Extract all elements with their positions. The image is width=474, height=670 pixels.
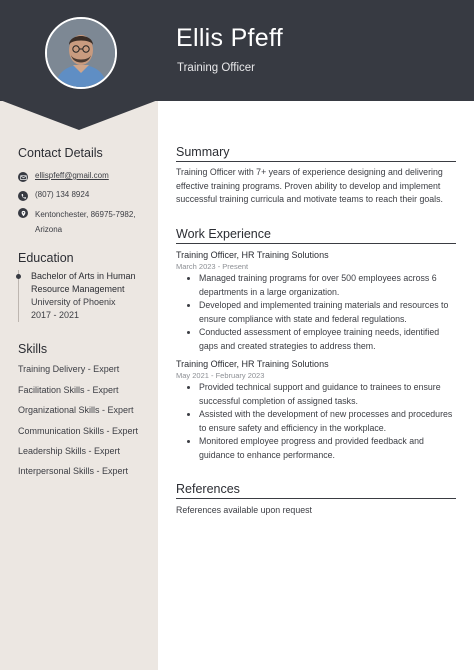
email-link[interactable]: ellispfeff@gmail.com: [35, 171, 109, 180]
references-divider: [176, 498, 456, 499]
contact-heading: Contact Details: [18, 146, 103, 160]
timeline-dot: [16, 274, 21, 279]
education-entry: [18, 270, 161, 322]
address-line-1: Kentonchester, 86975-7982,: [35, 210, 136, 219]
job-bullet: • Assisted with the development of new processes and procedures to ensure safety and efficiency in the workplace.: [199, 408, 467, 435]
job-dates: May 2021 - February 2023: [176, 371, 265, 380]
skill-item: Training Delivery - Expert: [18, 364, 120, 374]
experience-divider: [176, 243, 456, 244]
summary-line: Training Officer with 7+ years of experience designing and delivering: [176, 167, 443, 177]
references-text: References available upon request: [176, 505, 312, 515]
summary-text: [176, 166, 458, 207]
job-bullet: • Developed and implemented training materials and resources to ensure compliance with state and federal regulations.: [199, 299, 467, 326]
job-dates: March 2023 - Present: [176, 262, 249, 271]
skills-heading: Skills: [18, 342, 48, 356]
summary-divider: [176, 161, 456, 162]
skill-item: Communication Skills - Expert: [18, 426, 139, 436]
job-bullet: • Conducted assessment of employee training needs, identified gaps and created strategies to address them.: [199, 326, 467, 353]
envelope-icon: [18, 172, 28, 182]
education-heading: Education: [18, 251, 74, 265]
summary-line: successful training curricula and motivate teams to reach their goals.: [176, 194, 443, 204]
experience-heading: Work Experience: [176, 227, 271, 241]
degree-line-2: Resource Management: [31, 284, 125, 294]
summary-heading: Summary: [176, 145, 230, 159]
skill-item: Leadership Skills - Expert: [18, 446, 121, 456]
phone-icon: [18, 191, 28, 201]
summary-line: effective training programs. Proven ability to develop and implement: [176, 180, 441, 191]
map-pin-icon: [18, 208, 28, 218]
contact-email-row[interactable]: [18, 171, 109, 182]
job-bullets: [188, 381, 467, 462]
job-bullet: • Managed training programs for over 500 employees across 6 departments in a large organization.: [199, 272, 467, 299]
contact-address-row: [18, 207, 136, 237]
skill-item: Organizational Skills - Expert: [18, 405, 134, 415]
job-bullet: • Provided technical support and guidance to trainees to ensure successful completion of assigned tasks.: [199, 381, 467, 408]
contact-phone-row: [18, 190, 89, 201]
references-heading: References: [176, 482, 240, 496]
education-years: 2017 - 2021: [31, 310, 80, 320]
job-title: Training Officer, HR Training Solutions: [176, 250, 329, 260]
skill-item: Interpersonal Skills - Expert: [18, 466, 129, 476]
job-bullets: [188, 272, 467, 353]
address-text: [35, 207, 136, 237]
candidate-name: Ellis Pfeff: [176, 24, 284, 52]
profile-photo: [45, 17, 117, 89]
phone-text: (807) 134 8924: [35, 190, 90, 199]
degree-line-1: Bachelor of Arts in Human: [31, 271, 136, 281]
skill-item: Facilitation Skills - Expert: [18, 385, 119, 395]
job-title: Training Officer, HR Training Solutions: [176, 359, 329, 369]
address-line-2: Arizona: [35, 225, 63, 234]
job-bullet: • Monitored employee progress and provided feedback and guidance to enhance performance.: [199, 435, 467, 462]
candidate-title: Training Officer: [177, 62, 255, 74]
school-name: University of Phoenix: [31, 297, 116, 307]
